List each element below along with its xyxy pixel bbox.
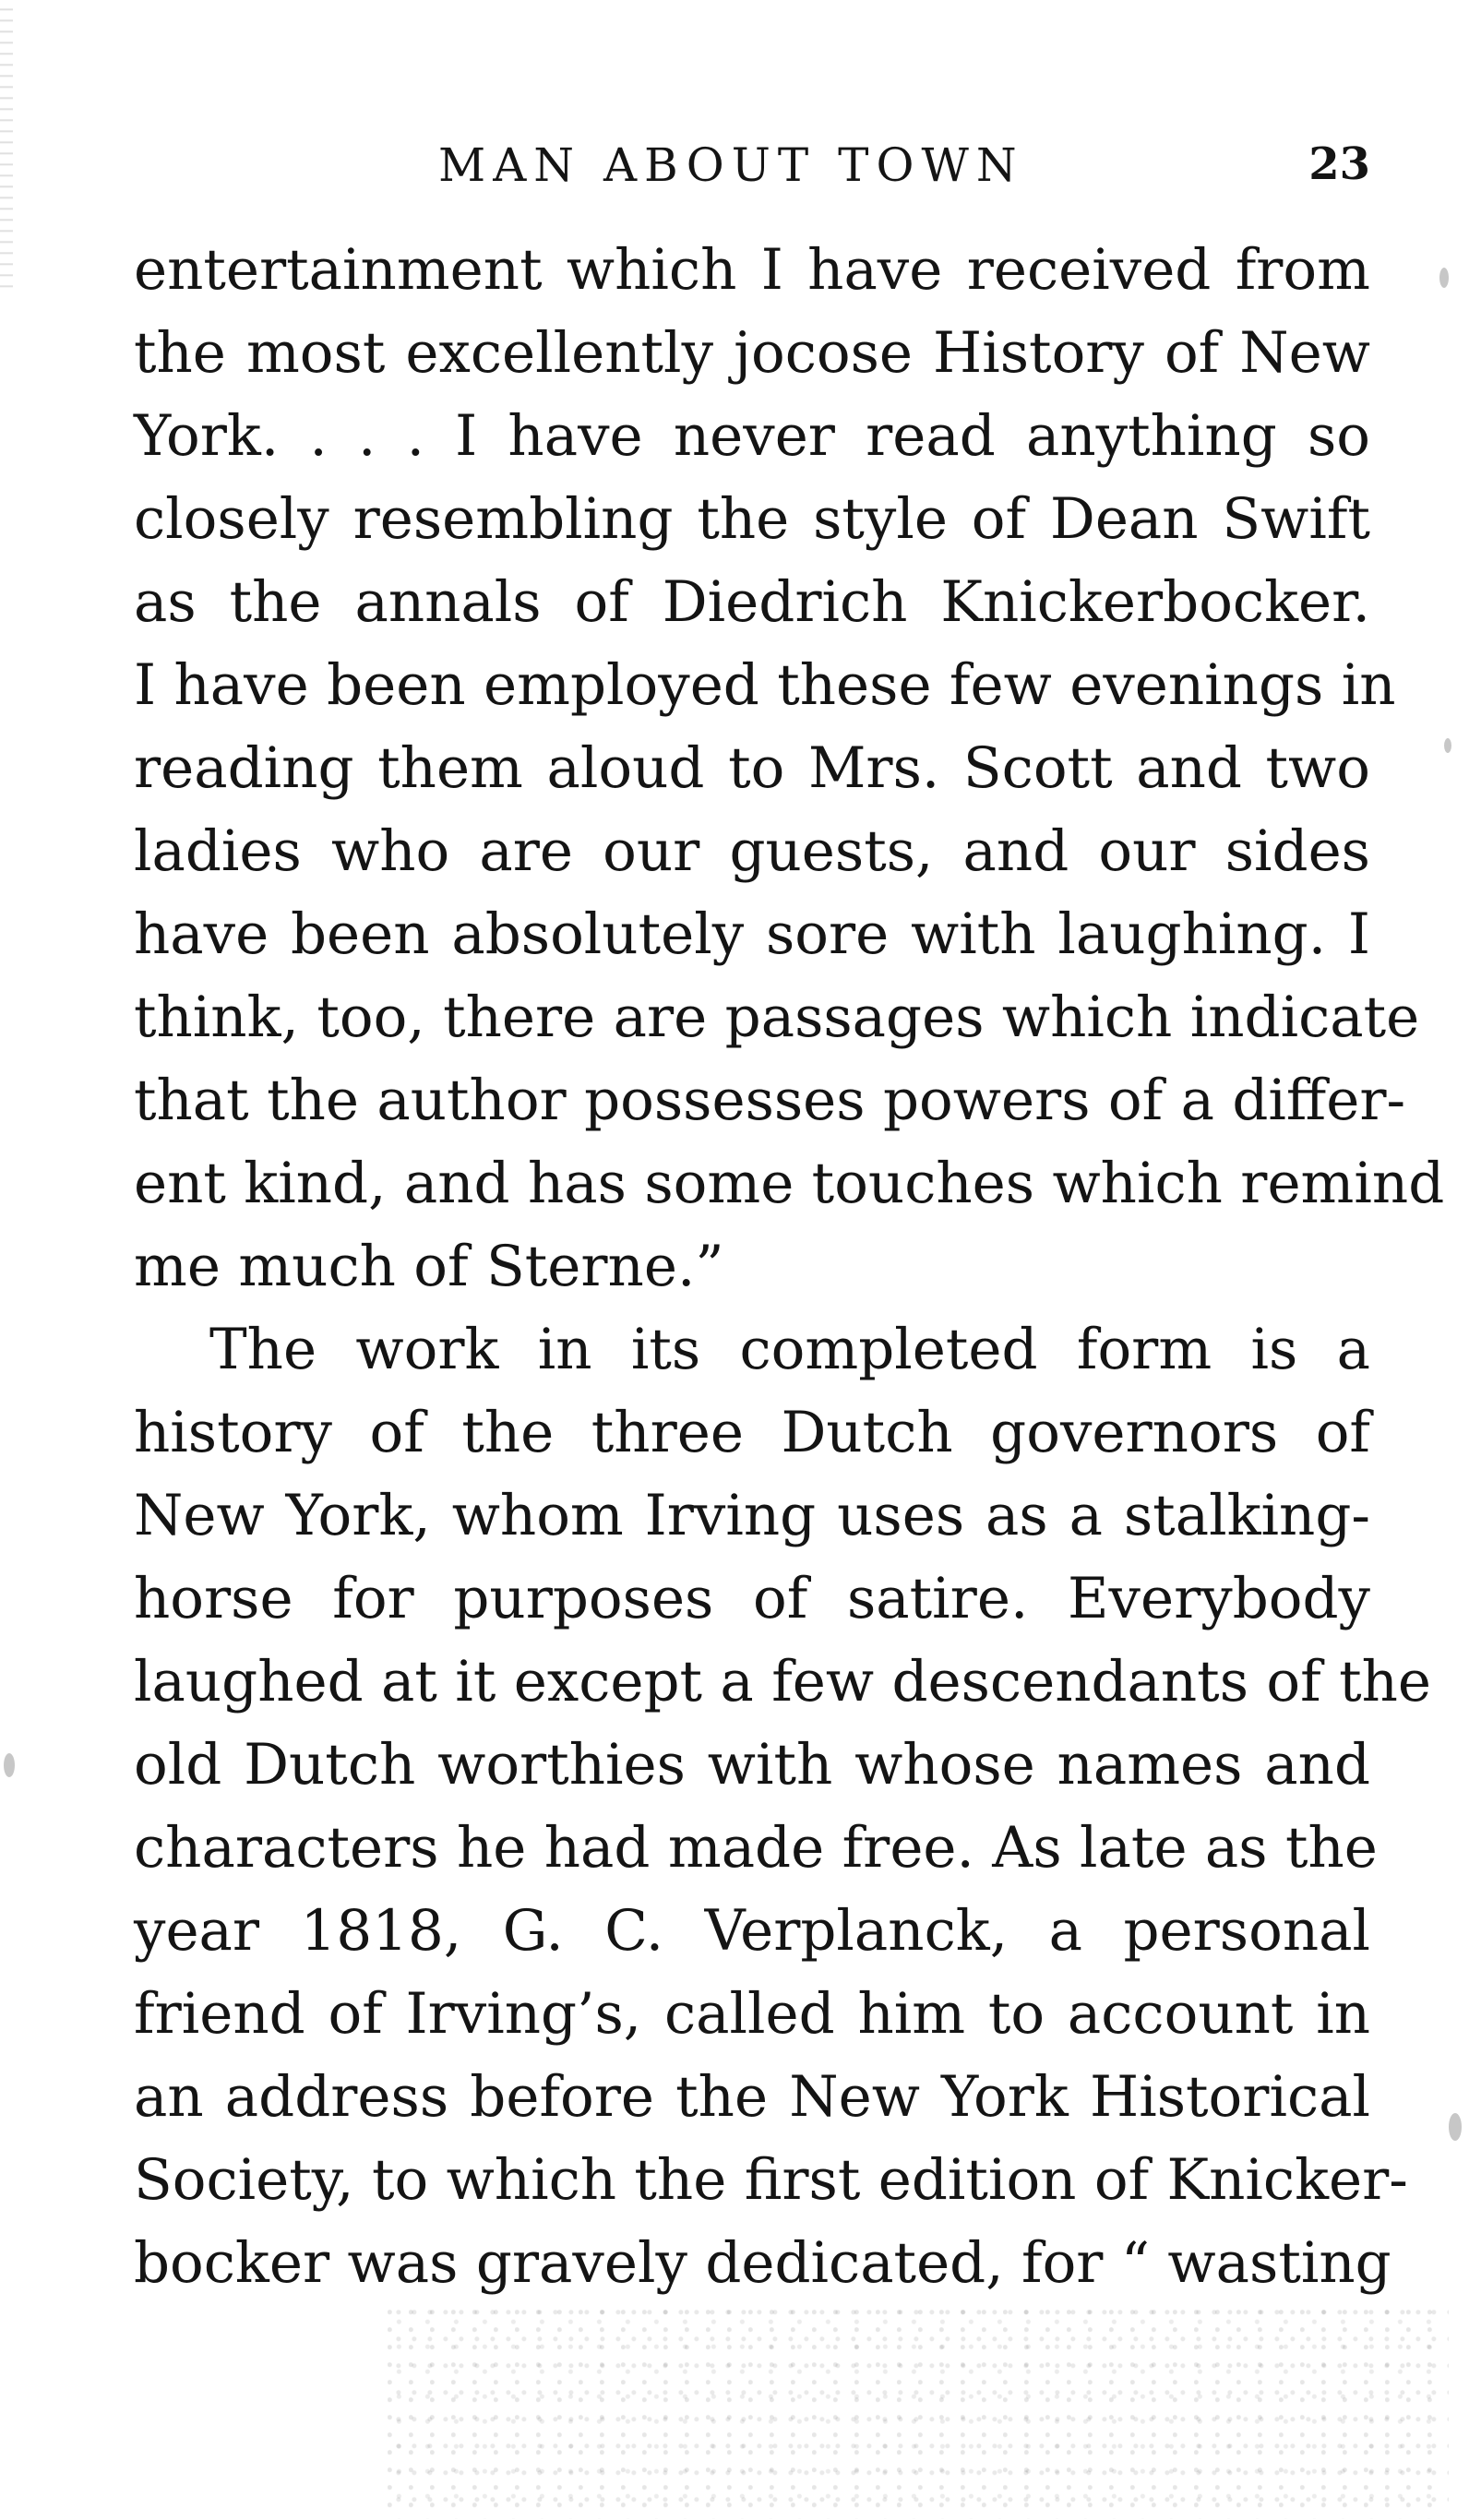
- text-line: Society, to which the first edition of Knicker-: [134, 2147, 1408, 2213]
- text-line: think, too, there are passages which indicate: [134, 985, 1420, 1050]
- text-line: York. . . . I have never read anything so: [134, 403, 1370, 469]
- text-line: laughed at it except a few descendants of the: [134, 1649, 1431, 1714]
- text-line: entertainment which I have received from: [134, 237, 1370, 303]
- scan-edge-artifact: [0, 0, 13, 295]
- text-line: old Dutch worthies with whose names and: [134, 1732, 1370, 1797]
- text-line: the most excellently jocose History of New: [134, 320, 1370, 386]
- text-line: reading them aloud to Mrs. Scott and two: [134, 735, 1370, 801]
- text-line: year 1818, G. C. Verplanck, a personal: [134, 1898, 1370, 1964]
- paragraph-end-line: me much of Sterne.”: [134, 1234, 724, 1299]
- text-line: have been absolutely sore with laughing. I: [134, 902, 1370, 967]
- text-line: friend of Irving’s, called him to account in: [134, 1981, 1370, 2047]
- text-line: history of the three Dutch governors of: [134, 1400, 1370, 1465]
- scan-noise-artifact: [388, 2307, 1449, 2519]
- text-line: New York, whom Irving uses as a stalking-: [134, 1483, 1370, 1548]
- running-head-title: MAN ABOUT TOWN: [438, 138, 1024, 192]
- scan-speck: [1444, 738, 1451, 753]
- body-text: [134, 229, 1445, 2305]
- text-line: I have been employed these few evenings in: [134, 652, 1396, 718]
- text-line: ladies who are our guests, and our sides: [134, 818, 1370, 884]
- text-line: horse for purposes of satire. Everybody: [134, 1566, 1370, 1631]
- text-line: bocker was gravely dedicated, for “ wasting: [134, 2230, 1391, 2296]
- scan-speck: [1449, 2113, 1462, 2141]
- page-number: 23: [1308, 138, 1370, 190]
- running-head: [134, 138, 1370, 203]
- text-line: as the annals of Diedrich Knickerbocker.: [134, 569, 1370, 635]
- text-line: ent kind, and has some touches which remind: [134, 1151, 1445, 1216]
- text-line: an address before the New York Historical: [134, 2064, 1370, 2130]
- text-line: closely resembling the style of Dean Swift: [134, 486, 1370, 552]
- scan-speck: [4, 1753, 15, 1777]
- text-line: characters he had made free. As late as the: [134, 1815, 1378, 1881]
- scan-speck: [1439, 268, 1449, 288]
- text-line: that the author possesses powers of a differ-: [134, 1068, 1406, 1133]
- paragraph-start-line: The work in its completed form is a: [209, 1317, 1370, 1382]
